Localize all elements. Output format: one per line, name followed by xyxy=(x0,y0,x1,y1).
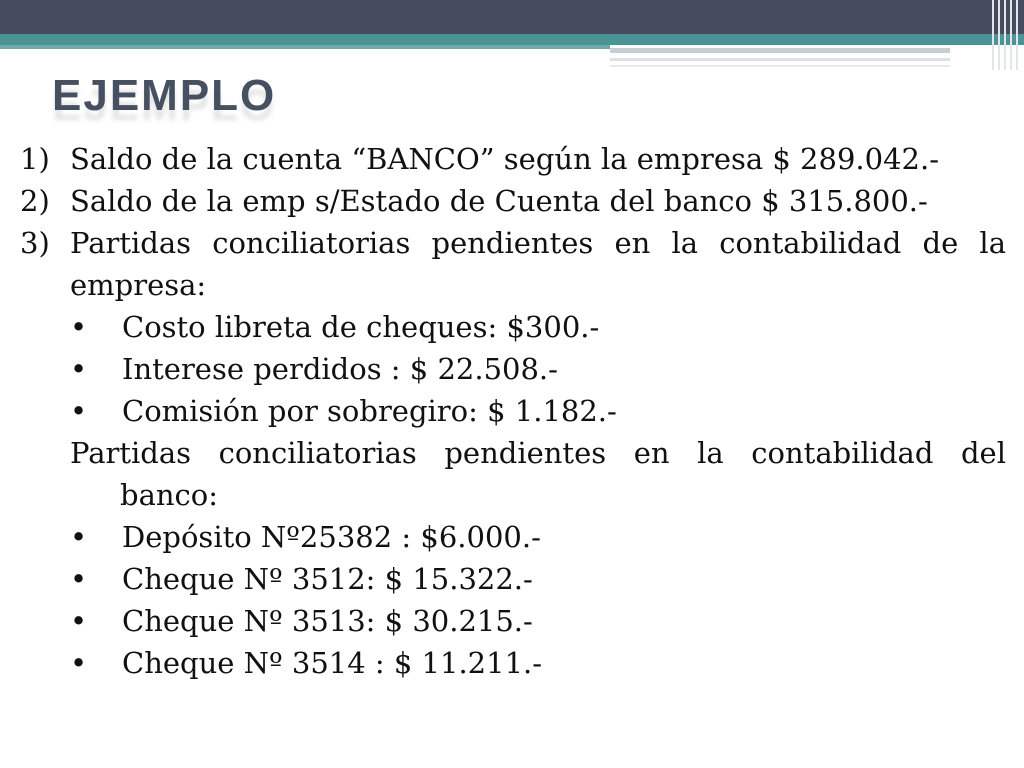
numbered-item xyxy=(20,222,1006,306)
list-item xyxy=(20,390,1006,432)
item-number: 3) xyxy=(20,226,50,260)
list-item-text: Depósito Nº25382 : $6.000.- xyxy=(122,520,541,554)
list-item-text: Comisión por sobregiro: $ 1.182.- xyxy=(122,394,617,428)
bullet-icon: • xyxy=(70,520,88,554)
list-item xyxy=(20,306,1006,348)
header-band-teal xyxy=(0,34,1024,45)
header-stripes xyxy=(990,0,1024,70)
bullet-icon: • xyxy=(70,604,88,638)
bank-paragraph xyxy=(20,432,1006,516)
list-item-text: Interese perdidos : $ 22.508.- xyxy=(122,352,558,386)
list-item xyxy=(20,642,1006,684)
numbered-item xyxy=(20,138,1006,180)
header-line-gray xyxy=(610,65,950,67)
bullet-icon: • xyxy=(70,310,88,344)
slide-body xyxy=(20,138,1006,684)
list-item-text: Cheque Nº 3513: $ 30.215.- xyxy=(122,604,533,638)
bullet-icon: • xyxy=(70,352,88,386)
bank-paragraph-line1: Partidas conciliatorias pendientes en la contabilidad del xyxy=(70,436,1006,470)
numbered-item xyxy=(20,180,1006,222)
bullet-icon: • xyxy=(70,646,88,680)
item-text: Saldo de la emp s/Estado de Cuenta del banco $ 315.800.- xyxy=(70,184,928,218)
item-number: 1) xyxy=(20,142,50,176)
header-line-gray xyxy=(610,58,950,61)
item-text: Saldo de la cuenta “BANCO” según la empresa $ 289.042.- xyxy=(70,142,939,176)
header-band-dark xyxy=(0,0,1024,34)
list-item xyxy=(20,348,1006,390)
list-item-text: Cheque Nº 3514 : $ 11.211.- xyxy=(122,646,543,680)
bank-paragraph-line2: banco: xyxy=(120,478,219,512)
item-number: 2) xyxy=(20,184,50,218)
list-item xyxy=(20,516,1006,558)
list-item xyxy=(20,600,1006,642)
list-item-text: Costo libreta de cheques: $300.- xyxy=(122,310,600,344)
item-text: Partidas conciliatorias pendientes en la contabilidad de la empresa: xyxy=(70,226,1006,302)
list-item-text: Cheque Nº 3512: $ 15.322.- xyxy=(122,562,533,596)
header-line-gray xyxy=(610,48,950,53)
slide-title: EJEMPLO xyxy=(52,71,277,120)
bullet-icon: • xyxy=(70,562,88,596)
header-band-teal-thin xyxy=(0,45,610,49)
list-item xyxy=(20,558,1006,600)
bullet-icon: • xyxy=(70,394,88,428)
